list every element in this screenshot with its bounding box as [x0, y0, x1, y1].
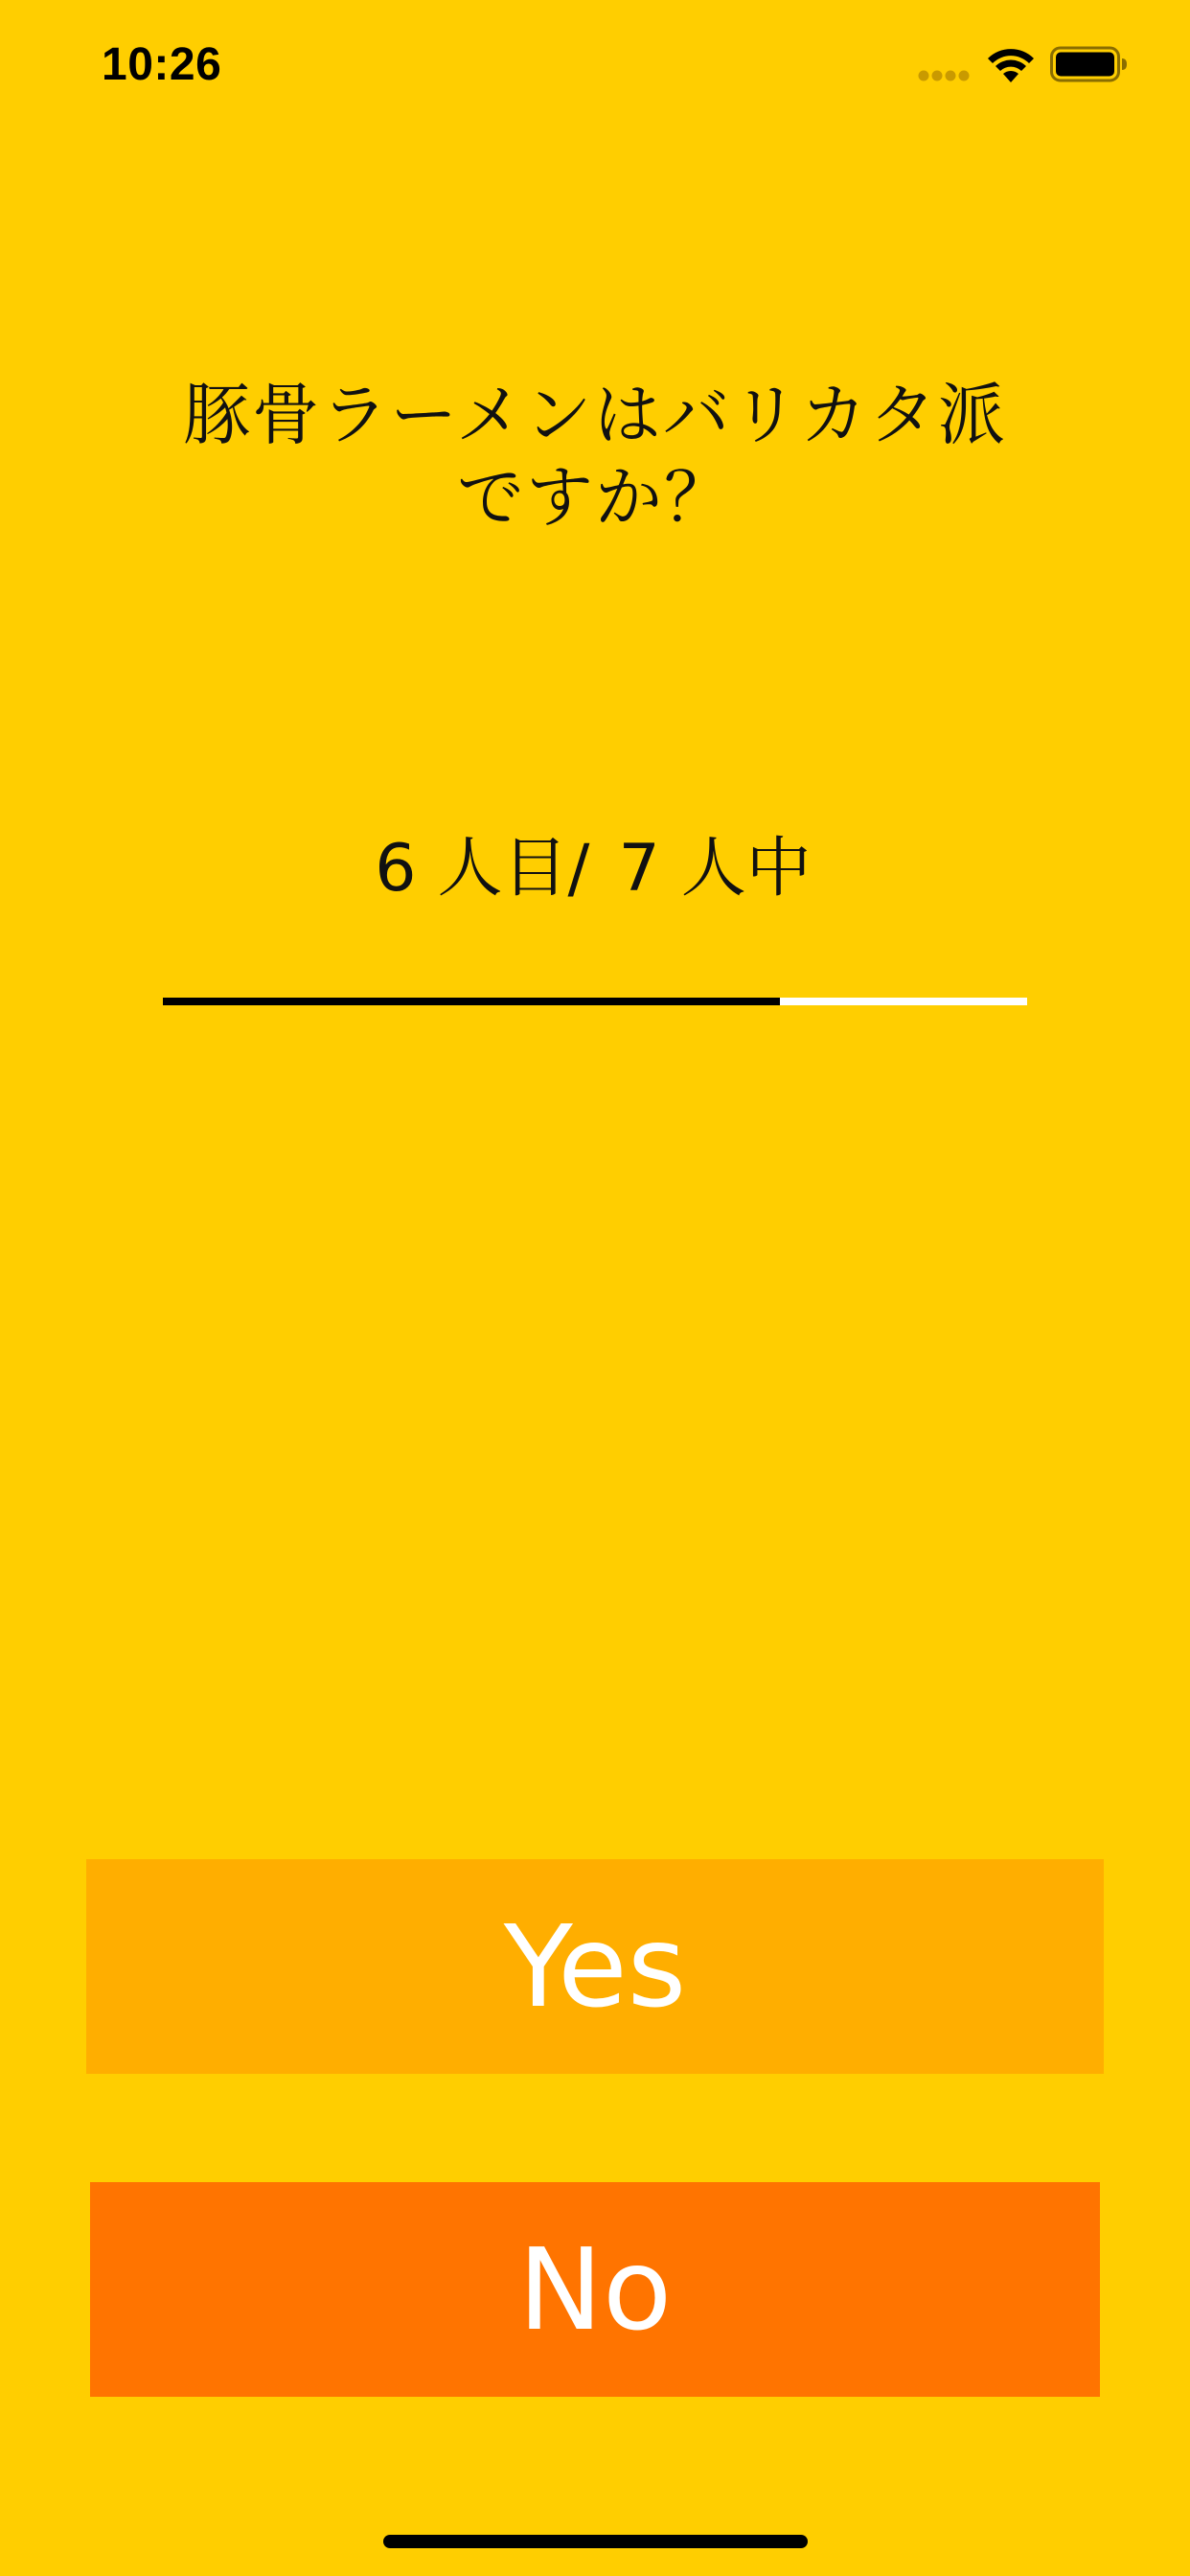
current-unit: 人目/	[437, 831, 590, 907]
progress-fill	[163, 998, 780, 1005]
total-number: 7	[618, 831, 660, 907]
wifi-icon	[985, 46, 1037, 84]
current-number: 6	[375, 831, 417, 907]
respondent-counter	[96, 826, 1094, 912]
signal-dots-icon	[918, 69, 972, 82]
status-time: 10:26	[102, 39, 222, 90]
progress-bar	[163, 998, 1027, 1005]
question-line-1: 豚骨ラーメンはバリカタ派	[183, 376, 1007, 454]
home-indicator	[383, 2535, 808, 2548]
question-text	[96, 374, 1094, 539]
question-line-2: ですか？	[457, 458, 733, 537]
no-button[interactable]: No	[90, 2182, 1100, 2397]
total-unit: 人中	[680, 831, 812, 907]
battery-icon	[1050, 46, 1129, 82]
yes-button[interactable]: Yes	[86, 1859, 1104, 2074]
